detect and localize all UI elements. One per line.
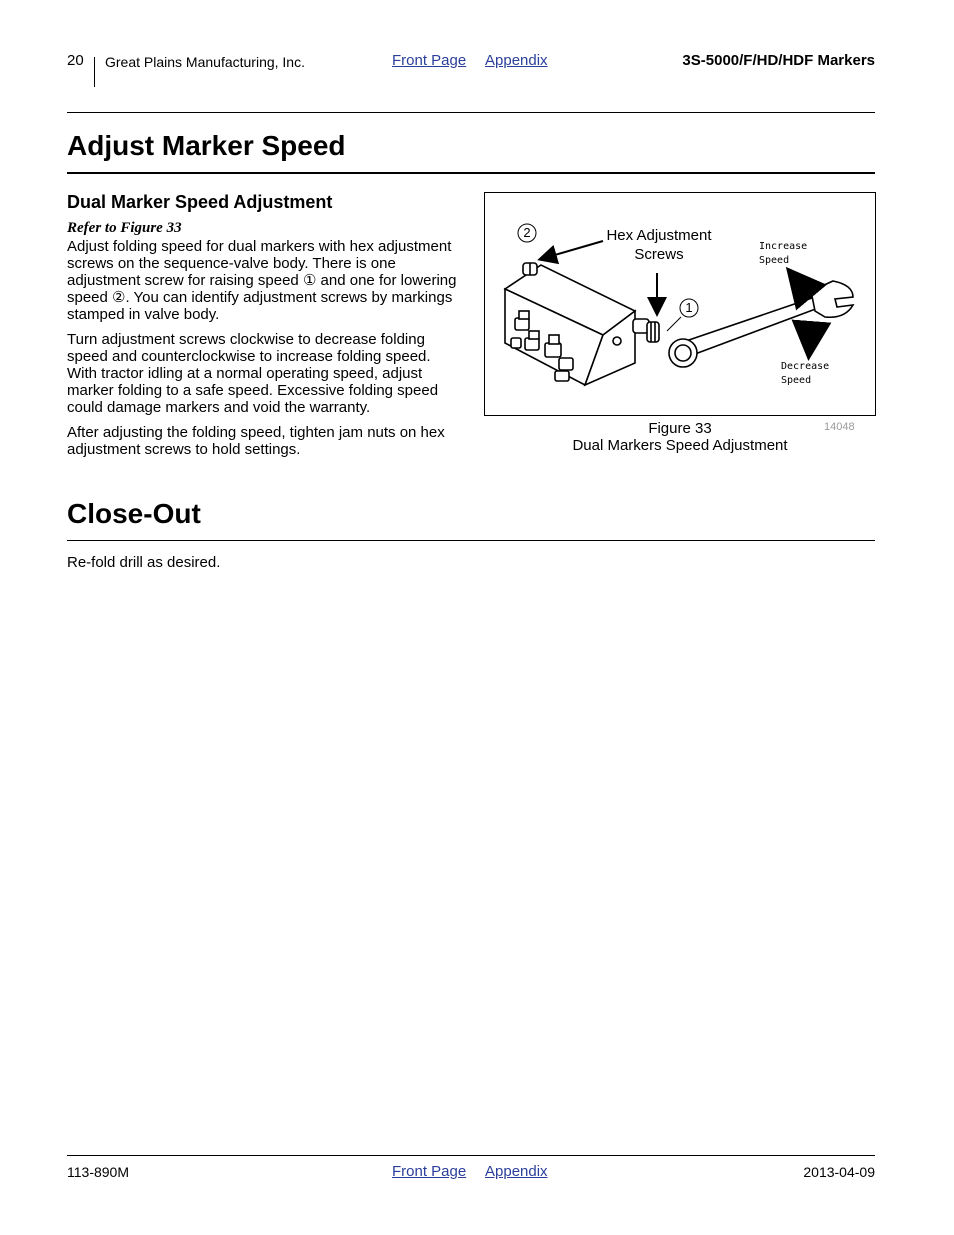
section-rule [67,172,875,174]
front-page-link[interactable]: Front Page [392,52,467,69]
increase-speed-label: Increase Speed [759,241,808,266]
page-number: 20 [67,52,84,69]
document-date: 2013-04-09 [803,1164,875,1180]
hex-adjustment-screws-label: Hex Adjustment Screws [606,227,712,263]
close-out-text: Re-fold drill as desired. [67,554,221,571]
appendix-link[interactable]: Appendix [485,52,548,69]
footer-front-page-link[interactable]: Front Page [392,1163,467,1180]
figure-caption [484,420,876,454]
paragraph: After adjusting the folding speed, tighten jam nuts on hex adjustment screws to hold settings. [67,424,445,458]
marker-2-label: 2 [523,225,531,240]
figure-number: Figure 33 [648,420,712,437]
company-name: Great Plains Manufacturing, Inc. [105,54,305,70]
figure-title: Dual Markers Speed Adjustment [572,437,788,454]
valve-body-icon [505,263,659,385]
figure-image-id: 14048 [824,421,855,433]
section-title-adjust-marker-speed: Adjust Marker Speed [67,130,346,161]
figure-33-frame [484,192,876,416]
section-title-close-out: Close-Out [67,498,201,529]
decrease-speed-label: Decrease Speed [781,361,830,386]
section-rule [67,540,875,541]
document-title: 3S-5000/F/HD/HDF Markers [682,52,875,69]
footer-appendix-link[interactable]: Appendix [485,1163,548,1180]
footer-rule [67,1155,875,1156]
subsection-title: Dual Marker Speed Adjustment [67,192,333,212]
figure-reference: Refer to Figure 33 [67,220,182,236]
document-number: 113-890M [67,1164,130,1180]
paragraph: Turn adjustment screws clockwise to decrease folding speed and counterclockwise to increase folding speed. With tractor idling at a normal operating speed, adjust marker folding to a safe speed. Excessive folding speed could damage markers and void the warranty. [67,331,439,416]
wrench-icon [669,281,853,367]
header-divider [94,57,95,87]
marker-1-label: 1 [685,300,693,315]
header-rule [67,112,875,113]
paragraph: Adjust folding speed for dual markers with hex adjustment screws on the sequence-valve body. There is one adjustment screw for raising speed ① and one for lowering speed ②. You can identify adjustment screws by markings stamped in valve body. [67,238,457,323]
section-body [67,238,459,466]
